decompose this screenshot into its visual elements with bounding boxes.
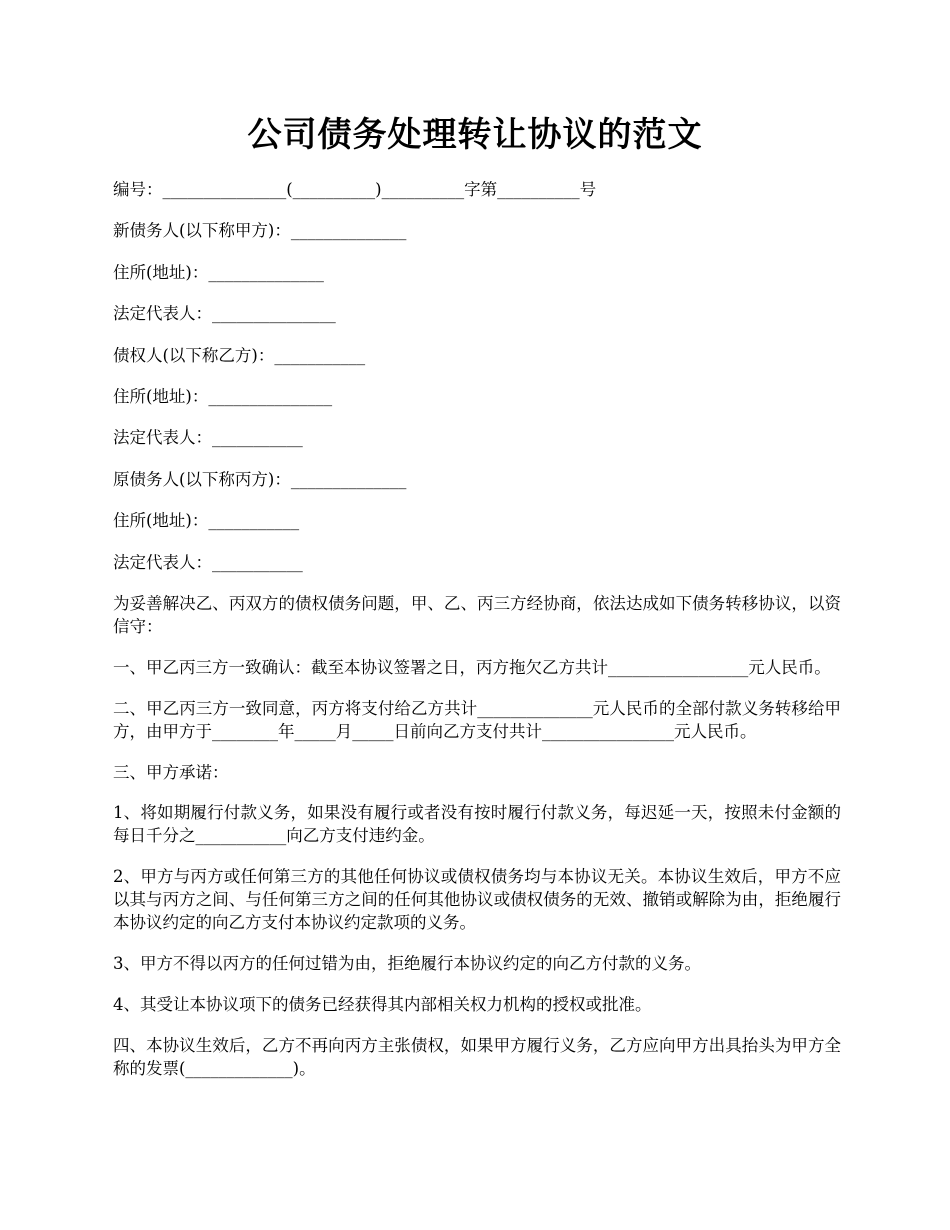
creditor-line: 债权人(以下称乙方)：___________ bbox=[113, 345, 366, 365]
clause-4-paragraph: 四、本协议生效后，乙方不再向丙方主张债权，如果甲方履行义务，乙方应向甲方出具抬头为甲方全称的发票(_____________)。 bbox=[113, 1035, 841, 1078]
creditor-address-line: 住所(地址)：_______________ bbox=[113, 386, 333, 406]
clause-3-heading: 三、甲方承诺： bbox=[113, 762, 229, 782]
new-debtor-representative-line: 法定代表人：_______________ bbox=[113, 304, 336, 324]
preamble-paragraph: 为妥善解决乙、丙双方的债权债务问题，甲、乙、丙三方经协商，依法达成如下债务转移协议，以资信守： bbox=[113, 593, 841, 636]
new-debtor-address-line: 住所(地址)：______________ bbox=[113, 262, 324, 282]
clause-3-item-2: 2、甲方与丙方或任何第三方的其他任何协议或债权债务均与本协议无关。本协议生效后，甲方不应以其与丙方之间、与任何第三方之间的任何其他协议或债权债务的无效、撤销或解除为由，拒绝履行本协议约定的向乙方支付本协议约定款项的义务。 bbox=[113, 866, 841, 932]
new-debtor-line: 新债务人(以下称甲方)：______________ bbox=[113, 221, 407, 241]
contract-number-line: 编号：_______________(__________)__________字第__________号 bbox=[113, 180, 597, 199]
clause-3-item-3: 3、甲方不得以丙方的任何过错为由，拒绝履行本协议约定的向乙方付款的义务。 bbox=[113, 953, 701, 973]
document-body bbox=[113, 178, 841, 1098]
original-debtor-address-line: 住所(地址)：___________ bbox=[113, 511, 300, 531]
clause-2-paragraph: 二、甲乙丙三方一致同意，丙方将支付给乙方共计______________元人民币的全部付款义务转移给甲方，由甲方于________年_____月_____日前向乙方支付共计________________元人民币。 bbox=[113, 698, 841, 741]
clause-3-item-4: 4、其受让本协议项下的债务已经获得其内部相关权力机构的授权或批准。 bbox=[113, 994, 652, 1014]
original-debtor-line: 原债务人(以下称丙方)：______________ bbox=[113, 469, 407, 489]
clause-3-item-1: 1、将如期履行付款义务，如果没有履行或者没有按时履行付款义务，每迟延一天，按照未付金额的每日千分之___________向乙方支付违约金。 bbox=[113, 802, 841, 845]
creditor-representative-line: 法定代表人：___________ bbox=[113, 428, 303, 448]
clause-1-paragraph: 一、甲乙丙三方一致确认：截至本协议签署之日，丙方拖欠乙方共计_________________元人民币。 bbox=[113, 657, 831, 677]
document-title: 公司债务处理转让协议的范文 bbox=[247, 115, 703, 155]
original-debtor-representative-line: 法定代表人：___________ bbox=[113, 552, 303, 572]
